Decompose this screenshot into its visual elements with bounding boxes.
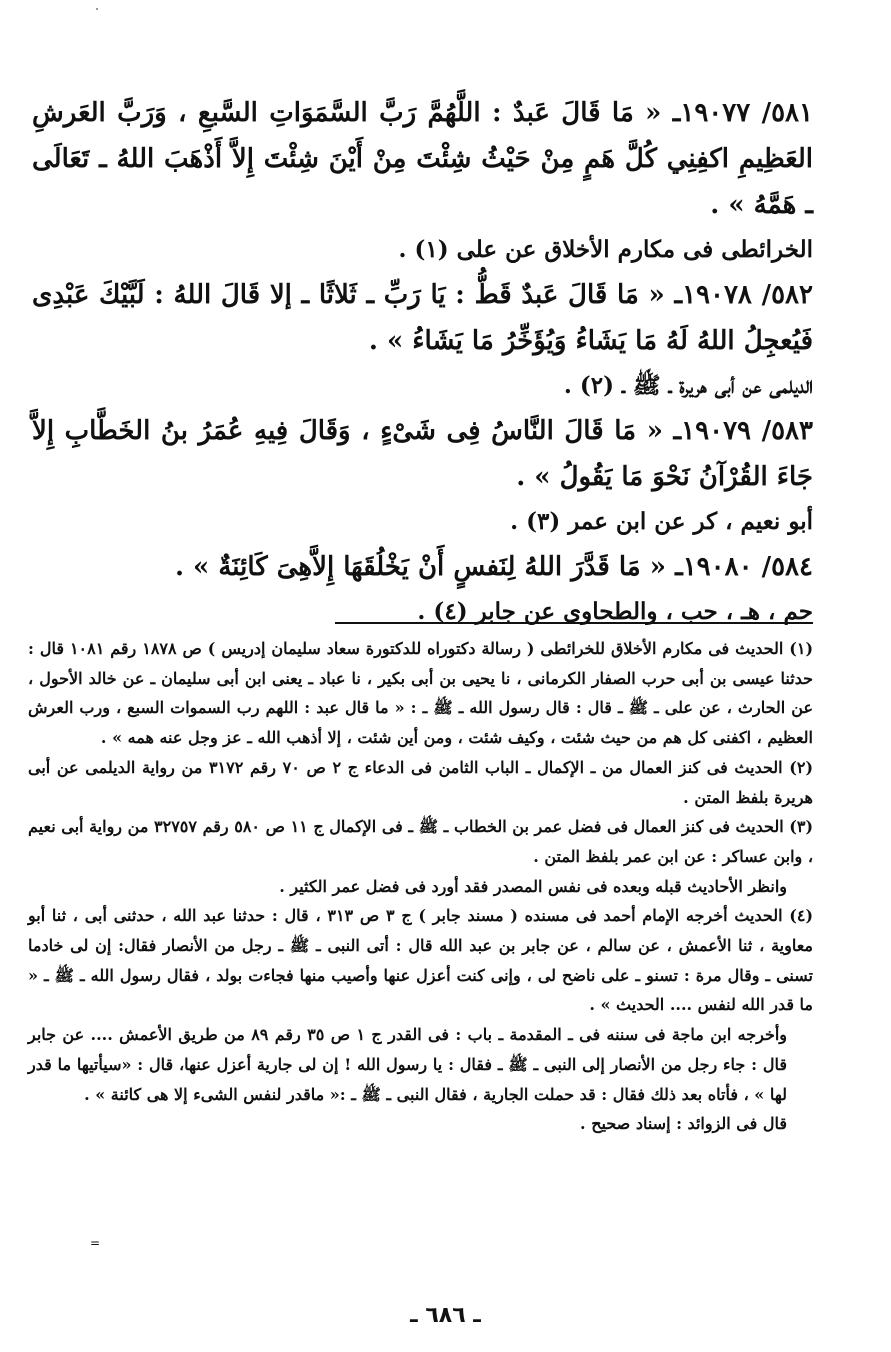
hadith-text: ٥٨٤/ ١٩٠٨٠ـ « مَا قَدَّرَ اللهُ لِنَفسٍ أَنْ يَخْلُقَهَا إِلاَّهِىَ كَائِنَةٌ » . (174, 552, 813, 582)
footnote-divider (335, 622, 813, 624)
hadith-source: الديلمى عن أبى هريرة ـ ﷺ ـ (٢) . (563, 372, 813, 399)
scan-speck (96, 8, 98, 10)
page-number: ـ ٦٨٦ ـ (410, 1303, 481, 1328)
footnote-3 (28, 812, 813, 901)
footnote-line: وأخرجه ابن ماجة فى سننه فى ـ المقدمة ـ باب : فى القدر ج ١ ص ٣٥ رقم ٨٩ من طريق الأعمش .... عن جابر قال : جاء رجل من الأنصار إلى النبى ـ ﷺ ـ فقال : يا رسول الله ! إن لى جارية أعزل عنها، قال : «سيأتيها ما قدر لها » ، فأتاه بعد ذلك فقال : قد حملت الجارية ، فقال النبى ـ ﷺ ـ :« ماقدر لنفس الشىء إلا هى كائنة » . (28, 1025, 788, 1104)
hadith-text: ٥٨١/ ١٩٠٧٧ـ « مَا قَالَ عَبدٌ : اللَّهُمَّ رَبَّ السَّمَوَاتِ السَّبعِ ، وَرَبَّ العَرشِ العَظِيمِ اكفِنِي كُلَّ هَمٍ مِنْ حَيْثُ شِئْتَ مِنْ أَيْنَ شِئْتَ إِلاَّ أَذْهَبَ اللهُ ـ تَعَالَى ـ هَمَّهُ » . (32, 98, 813, 220)
footnote-line: (١) الحديث فى مكارم الأخلاق للخرائطى ( رسالة دكتوراه للدكتورة سعاد سليمان إدريس ) ص ١٨٧٨ رقم ١٠٨١ قال : حدثنا عيسى بن أبى حرب الصفار الكرمانى ، نا يحيى بن أبى بكير ، نا عباد ـ يعنى ابن أبى سليمان ـ عن خالد الأحول ، عن الحارث ، عن على ـ ﷺ ـ قال : قال رسول الله ـ ﷺ ـ : « ما قال عبد : اللهم رب السموات السبع ، ورب العرش العظيم ، اكفنى كل هم من حيث شئت ، وكيف شئت ، ومن أين شئت ، إلا أذهب الله ـ عز وجل عنه همه » . (28, 639, 814, 748)
footnotes (28, 634, 813, 1139)
hadith-source: حم ، هـ ، حب ، والطحاوى عن جابر (٤) . (417, 598, 813, 625)
main-text (32, 90, 813, 634)
hadith-text: ٥٨٢/ ١٩٠٧٨ـ « مَا قَالَ عَبدٌ قَطُّ : يَا رَبِّ ـ ثَلاثًا ـ إلا قَالَ اللهُ : لَبَّيْكَ عَبْدِى فَيُعجِلُ اللهُ لَهُ مَا يَشَاءُ وَيُؤَخِّرُ مَا يَشَاءُ » . (32, 280, 813, 356)
hadith-source: أبو نعيم ، كر عن ابن عمر (٣) . (510, 508, 813, 535)
footnote-1 (28, 634, 813, 753)
footnote-4 (28, 901, 813, 1139)
footnote-line: (٣) الحديث فى كنز العمال فى فضل عمر بن الخطاب ـ ﷺ ـ فى الإكمال ج ١١ ص ٥٨٠ رقم ٣٢٧٥٧ من رواية أبى نعيم ، وابن عساكر : عن ابن عمر بلفظ المتن . (28, 817, 814, 866)
footnote-line: (٢) الحديث فى كنز العمال من ـ الإكمال ـ الباب الثامن فى الدعاء ج ٢ ص ٧٠ رقم ٣١٧٢ من رواية الديلمى عن أبى هريرة بلفظ المتن . (28, 757, 814, 807)
margin-mark: = (90, 1236, 101, 1250)
hadith-source: الخرائطى فى مكارم الأخلاق عن على (١) . (398, 236, 813, 263)
footnote-2 (28, 753, 813, 812)
hadith-text: ٥٨٣/ ١٩٠٧٩ـ « مَا قَالَ النَّاسُ فِى شَىْءٍ ، وَقَالَ فِيهِ عُمَرُ بنُ الخَطَّابِ إِلاَّ جَاءَ القُرْآنُ نَحْوَ مَا يَقُولُ » . (32, 416, 813, 492)
footnote-line: (٤) الحديث أخرجه الإمام أحمد فى مسنده ( مسند جابر ) ج ٣ ص ٣١٣ ، قال : حدثنا عبد الله ، حدثنى أبى ، ثنا أبو معاوية ، ثنا الأعمش ، عن سالم ، عن جابر بن عبد الله قال : أتى النبى ـ ﷺ ـ رجل من الأنصار فقال: إن لى خادما تسنى ـ وقال مرة : تسنو ـ على ناضح لى ، وإنى كنت أعزل عنها وأصيب منها فجاءت بولد ، فقال رسول الله ـ ﷺ ـ « ما قدر الله لنفس .... الحديث » . (28, 906, 814, 1015)
footnote-line: وانظر الأحاديث قبله وبعده فى نفس المصدر فقد أورد فى فضل عمر الكثير . (279, 876, 787, 896)
footnote-line: قال فى الزوائد : إسناد صحيح . (580, 1114, 787, 1134)
